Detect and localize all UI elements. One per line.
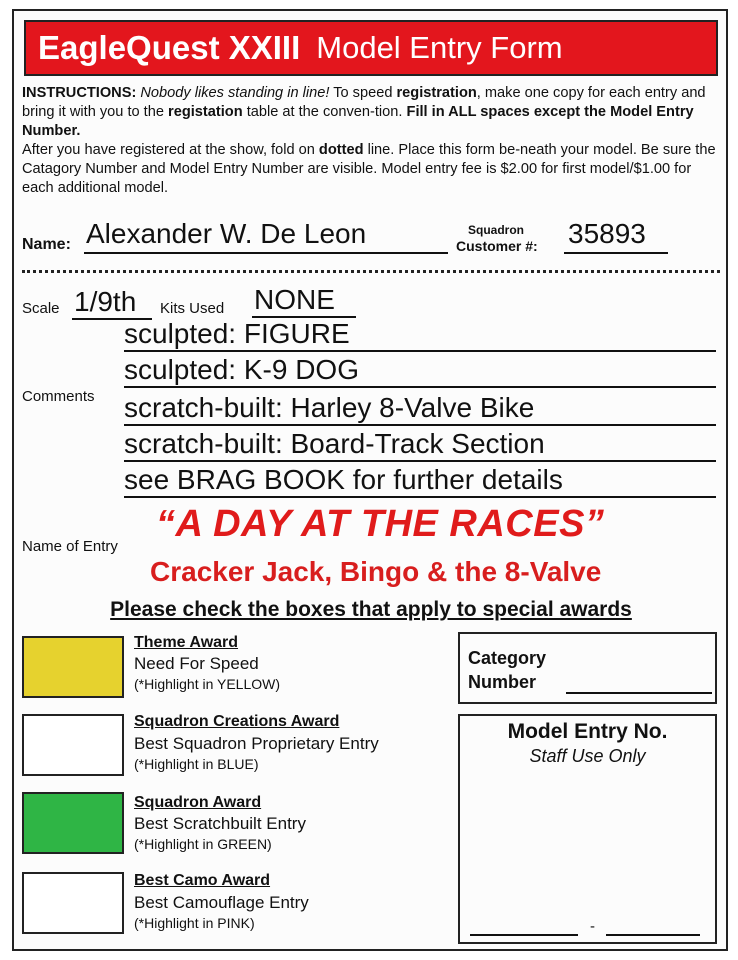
squadron-creations-award-desc: Best Squadron Proprietary Entry	[134, 734, 379, 753]
squadron-award-title: Squadron Award	[134, 794, 262, 811]
staff-use-label: Staff Use Only	[529, 746, 646, 766]
model-entry-field-2[interactable]	[606, 934, 700, 936]
customer-number-underline	[564, 252, 668, 254]
kits-used-field[interactable]: NONE	[254, 284, 335, 315]
scale-label: Scale	[22, 300, 60, 317]
awards-heading: Please check the boxes that apply to special awards	[110, 598, 632, 621]
squadron-creations-award-title: Squadron Creations Award	[134, 713, 340, 730]
comment-rule-4	[124, 460, 716, 462]
category-number-field[interactable]	[566, 692, 712, 694]
form-title-bar	[24, 20, 718, 76]
squadron-award-note: (*Highlight in GREEN)	[134, 836, 272, 852]
entry-title[interactable]: “A DAY AT THE RACES”	[156, 503, 605, 545]
name-label: Name:	[22, 236, 71, 253]
instructions-p2a: After you have registered at the show, fold on	[22, 142, 319, 158]
best-camo-award-desc: Best Camouflage Entry	[134, 893, 309, 912]
comment-line-5[interactable]: see BRAG BOOK for further details	[124, 464, 563, 495]
instructions-p2b: dotted	[318, 142, 364, 158]
category-number-label: Number	[468, 672, 537, 692]
comment-rule-5	[124, 496, 716, 498]
instructions-p1c: , make one copy for each entry and bring it with you to the	[22, 85, 706, 120]
instructions-p1b: registration	[396, 85, 477, 101]
instructions-p2c: line. Place this form be-neath your model. Be sure the Catagory Number and Model Entry Number are visible. Model entry fee is $2.00 for first model/$1.00 for each additional model.	[22, 142, 716, 196]
fold-dotted-line	[22, 270, 720, 273]
best-camo-award-title: Best Camo Award	[134, 872, 271, 889]
model-entry-label: Model Entry No.	[507, 720, 668, 743]
comments-label: Comments	[22, 388, 95, 405]
customer-number-field[interactable]: 35893	[568, 218, 646, 249]
kits-used-label: Kits Used	[160, 300, 225, 317]
comment-line-4[interactable]: scratch-built: Board-Track Section	[124, 428, 545, 459]
theme-award-checkbox[interactable]	[22, 636, 124, 698]
instructions-p1d: registation	[168, 104, 243, 120]
squadron-creations-award-note: (*Highlight in BLUE)	[134, 756, 259, 772]
instructions-p1a: To speed	[329, 85, 397, 101]
instructions-p1e: table at the conven-tion.	[242, 104, 407, 120]
theme-award-note: (*Highlight in YELLOW)	[134, 676, 281, 692]
comment-rule-1	[124, 350, 716, 352]
instructions-label: INSTRUCTIONS:	[22, 85, 137, 101]
entry-subtitle[interactable]: Cracker Jack, Bingo & the 8-Valve	[150, 556, 602, 587]
squadron-label: Squadron	[468, 223, 524, 237]
name-field[interactable]: Alexander W. De Leon	[86, 218, 367, 249]
best-camo-award-checkbox[interactable]	[22, 872, 124, 934]
comment-line-3[interactable]: scratch-built: Harley 8-Valve Bike	[124, 392, 535, 423]
form-title: EagleQuest XXIII	[38, 29, 301, 66]
category-label: Category	[468, 648, 547, 668]
best-camo-award-note: (*Highlight in PINK)	[134, 915, 255, 931]
scale-field[interactable]: 1/9th	[74, 286, 137, 317]
instructions-p1f: Fill in ALL spaces except the Model Entry Number.	[22, 104, 694, 139]
theme-award-desc: Need For Speed	[134, 654, 259, 673]
model-entry-dash: -	[590, 918, 595, 935]
squadron-creations-award-checkbox[interactable]	[22, 714, 124, 776]
customer-number-label: Customer #:	[456, 238, 538, 254]
name-of-entry-label: Name of Entry	[22, 538, 118, 555]
comment-line-1[interactable]: sculpted: FIGURE	[124, 318, 350, 349]
model-entry-field-1[interactable]	[470, 934, 578, 936]
comment-line-2[interactable]: sculpted: K-9 DOG	[124, 354, 359, 385]
name-underline	[84, 252, 448, 254]
squadron-award-desc: Best Scratchbuilt Entry	[134, 814, 306, 833]
comment-rule-2	[124, 386, 716, 388]
instructions-italic: Nobody likes standing in line!	[140, 85, 330, 101]
form-subtitle: Model Entry Form	[316, 30, 563, 65]
instructions-text	[22, 84, 720, 198]
comment-rule-3	[124, 424, 716, 426]
squadron-award-checkbox[interactable]	[22, 792, 124, 854]
theme-award-title: Theme Award	[134, 634, 239, 651]
